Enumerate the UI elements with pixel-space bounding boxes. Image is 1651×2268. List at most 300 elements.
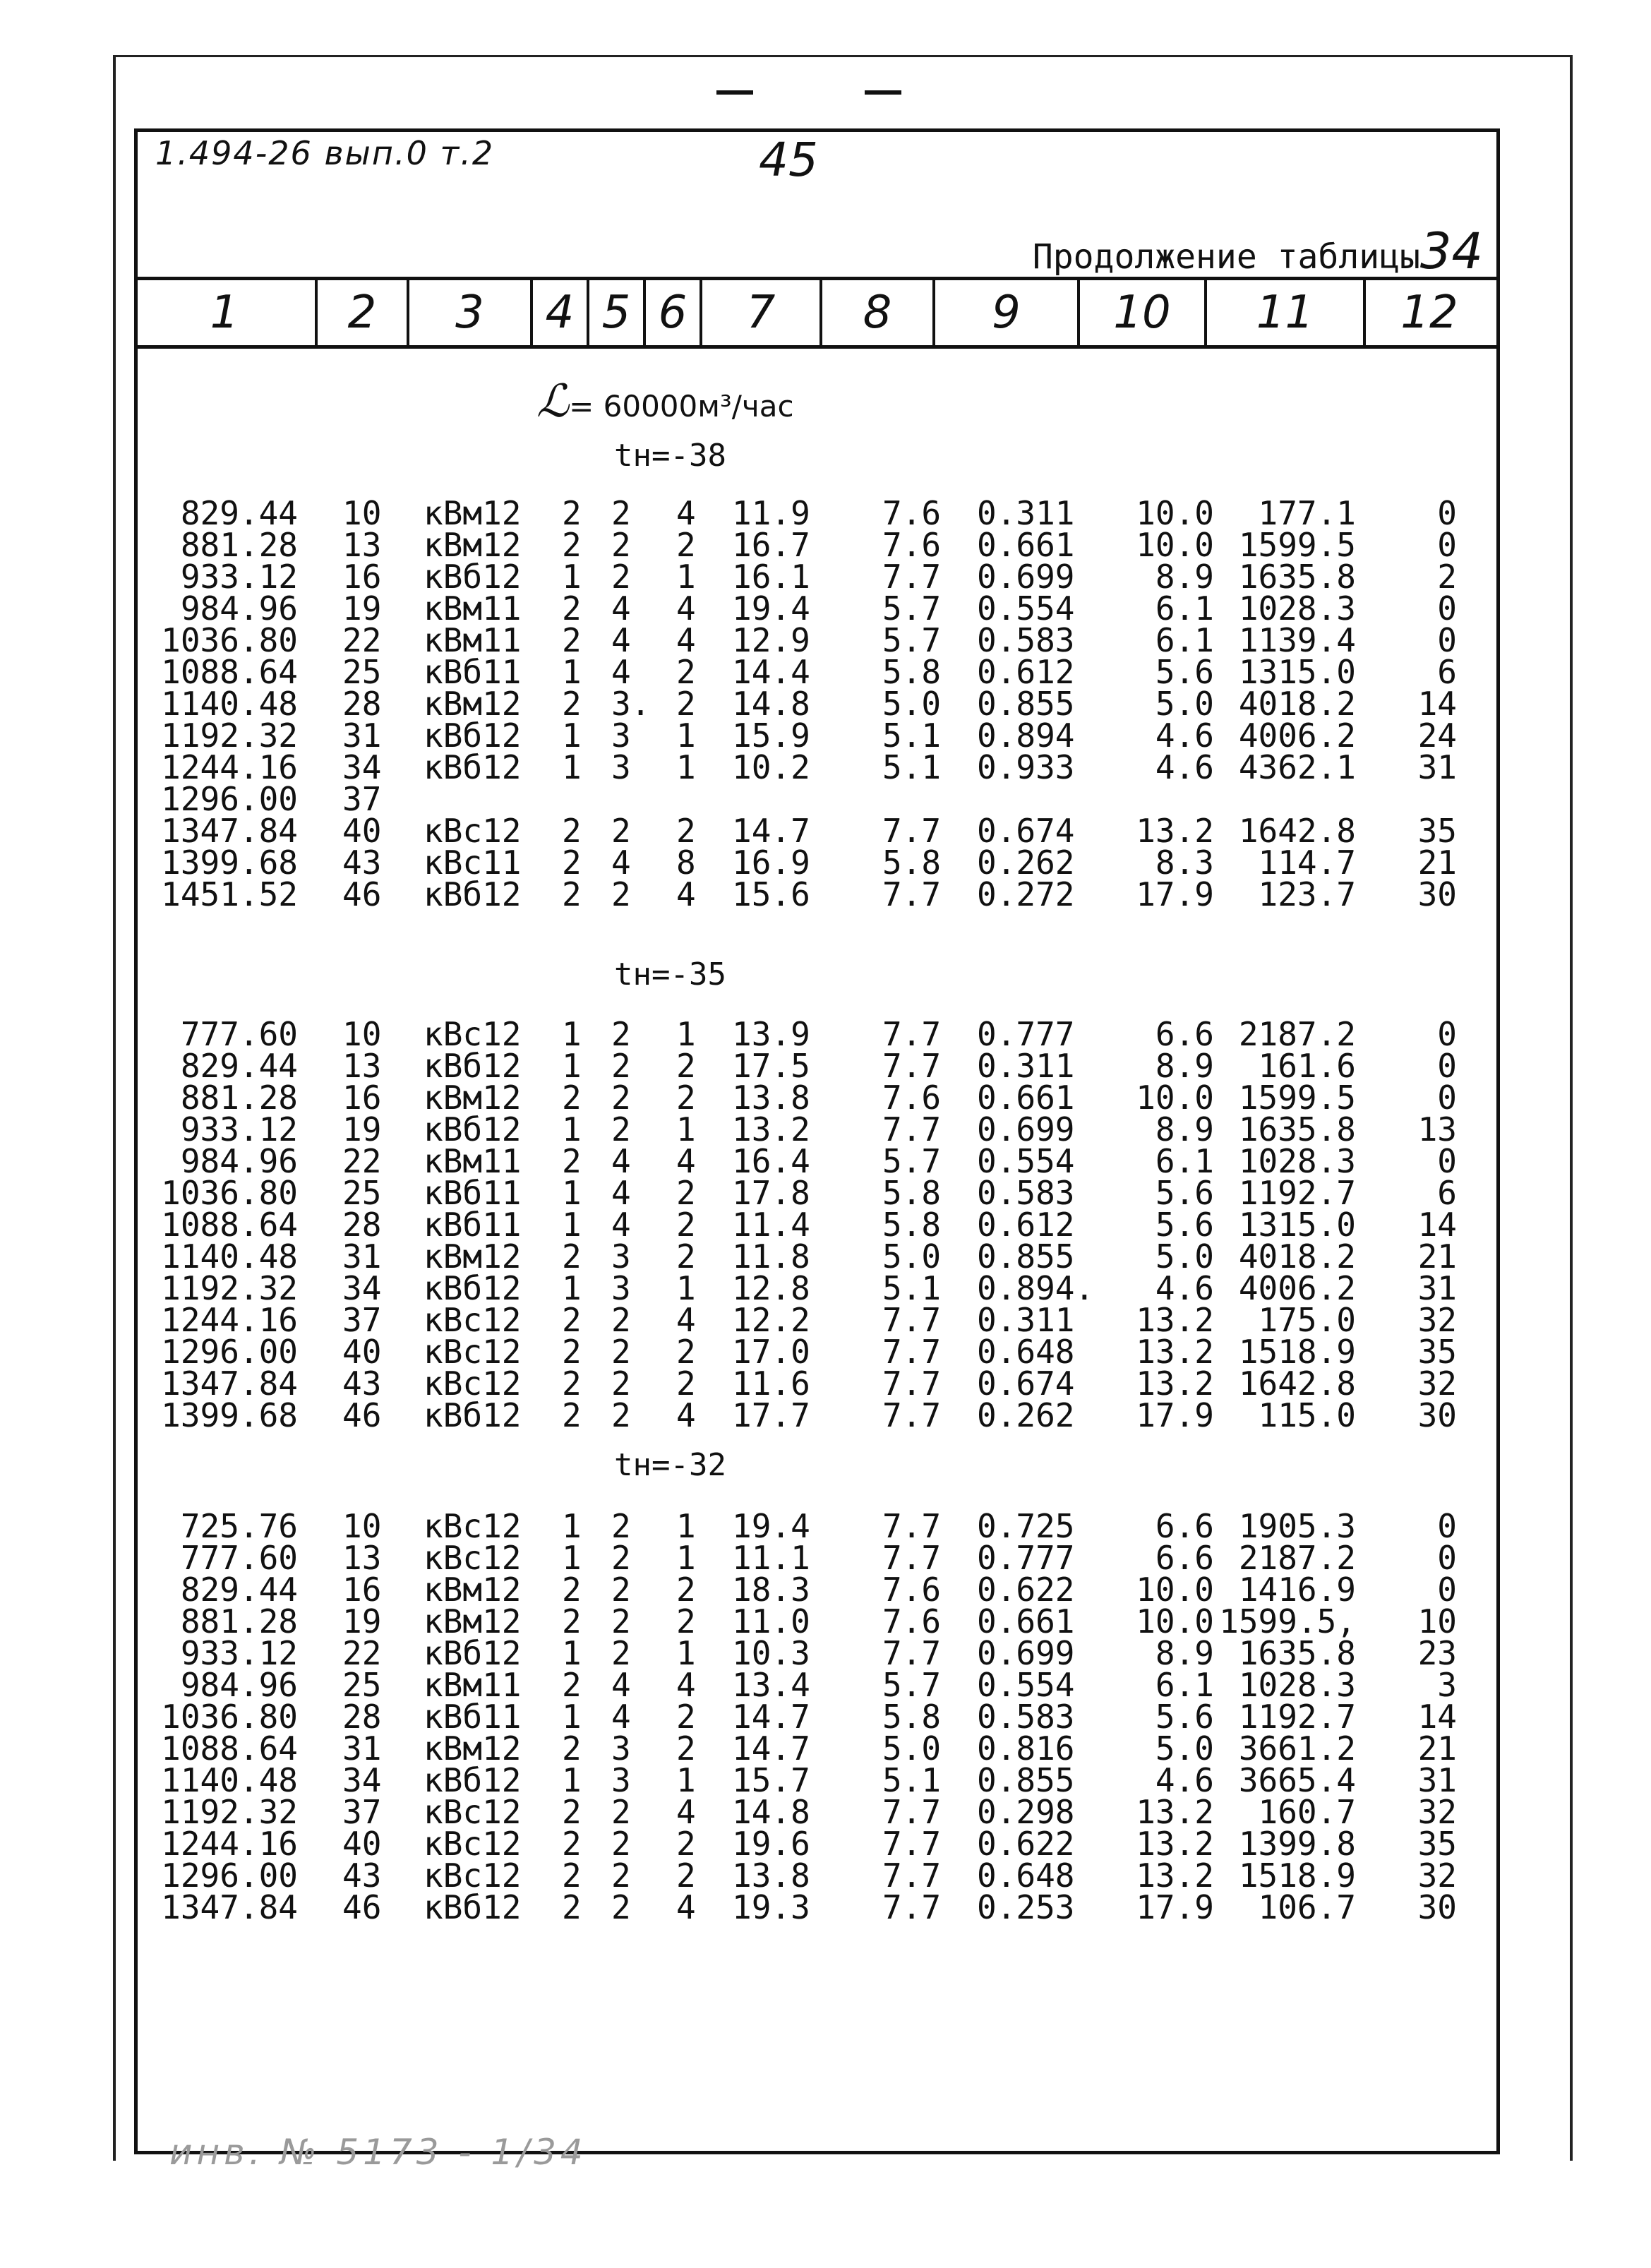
- table-cell: 2: [676, 1729, 696, 1768]
- table-cell: 0: [1437, 1142, 1457, 1180]
- table-cell: 10.0: [1136, 526, 1214, 564]
- table-cell: 4: [676, 1666, 696, 1704]
- table-cell: 2: [676, 685, 696, 723]
- table-cell: кВс12: [424, 1539, 522, 1577]
- table-cell: 7.7: [882, 1539, 942, 1577]
- table-cell: 725.76: [180, 1507, 298, 1545]
- table-cell: кВб12: [424, 558, 522, 596]
- table-cell: 1399.8: [1238, 1825, 1356, 1863]
- table-row: [0, 1364, 1651, 1403]
- table-cell: 6: [1437, 1174, 1457, 1212]
- table-cell: кВс12: [424, 1333, 522, 1371]
- table-cell: 1028.3: [1238, 1666, 1356, 1704]
- table-cell: 7.7: [882, 1333, 942, 1371]
- table-cell: 2: [611, 1571, 631, 1609]
- table-cell: 2: [611, 1301, 631, 1339]
- table-cell: 0.262: [977, 844, 1075, 882]
- table-cell: 1399.68: [161, 844, 298, 882]
- column-header: 3: [409, 280, 533, 345]
- table-cell: 2: [611, 1825, 631, 1863]
- table-row: [0, 812, 1651, 850]
- table-cell: 13: [342, 1047, 382, 1085]
- table-cell: 13: [342, 526, 382, 564]
- table-cell: 5.6: [1155, 653, 1214, 691]
- table-cell: кВб12: [424, 1047, 522, 1085]
- table-cell: 933.12: [180, 558, 298, 596]
- table-cell: кВб11: [424, 1174, 522, 1212]
- table-cell: 4018.2: [1238, 685, 1356, 723]
- table-cell: 1139.4: [1238, 621, 1356, 659]
- table-cell: 7.6: [882, 1602, 942, 1640]
- table-cell: кВс12: [424, 1793, 522, 1831]
- table-cell: 1140.48: [161, 1761, 298, 1799]
- table-cell: 8.9: [1155, 1634, 1214, 1672]
- table-cell: 13.2: [1136, 1825, 1214, 1863]
- table-cell: 0: [1437, 526, 1457, 564]
- table-cell: 1028.3: [1238, 1142, 1356, 1180]
- table-cell: 1: [562, 1761, 582, 1799]
- table-cell: 13.8: [732, 1079, 810, 1117]
- table-cell: 1244.16: [161, 748, 298, 786]
- table-cell: 1: [562, 1174, 582, 1212]
- table-cell: кВб12: [424, 1634, 522, 1672]
- table-cell: 31: [342, 1729, 382, 1768]
- table-cell: 0.583: [977, 1698, 1075, 1736]
- table-cell: 7.7: [882, 1888, 942, 1926]
- table-cell: 1: [562, 1507, 582, 1545]
- table-cell: 15.6: [732, 875, 810, 913]
- table-cell: 43: [342, 1364, 382, 1403]
- table-cell: 16.1: [732, 558, 810, 596]
- table-cell: 34: [342, 1761, 382, 1799]
- table-cell: 2: [676, 1364, 696, 1403]
- table-number: 34: [1419, 222, 1483, 280]
- table-row: [0, 1333, 1651, 1371]
- table-cell: 2: [611, 875, 631, 913]
- table-cell: 2: [611, 1793, 631, 1831]
- table-cell: 0.699: [977, 1110, 1075, 1148]
- table-cell: 4: [676, 621, 696, 659]
- table-cell: 1: [676, 558, 696, 596]
- table-cell: 13: [1417, 1110, 1457, 1148]
- column-header: 6: [646, 280, 702, 345]
- table-cell: 175.0: [1258, 1301, 1356, 1339]
- table-cell: 6.6: [1155, 1015, 1214, 1053]
- table-cell: 2: [611, 1856, 631, 1895]
- table-cell: 1635.8: [1238, 1634, 1356, 1672]
- table-cell: 0.583: [977, 1174, 1075, 1212]
- table-cell: 7.7: [882, 1507, 942, 1545]
- table-cell: 2: [1437, 558, 1457, 596]
- page-number: 45: [759, 133, 818, 187]
- table-cell: 1140.48: [161, 685, 298, 723]
- table-row: [0, 780, 1651, 818]
- table-cell: 4: [676, 1793, 696, 1831]
- table-cell: 2: [676, 812, 696, 850]
- table-cell: 2: [611, 1539, 631, 1577]
- table-cell: 7.7: [882, 558, 942, 596]
- table-cell: 7.6: [882, 494, 942, 532]
- table-cell: 2: [676, 1602, 696, 1640]
- table-cell: 35: [1417, 1333, 1457, 1371]
- table-cell: кВс11: [424, 844, 522, 882]
- table-cell: 3: [611, 1761, 631, 1799]
- table-row: [0, 844, 1651, 882]
- table-cell: 25: [342, 1174, 382, 1212]
- table-cell: 40: [342, 1825, 382, 1863]
- table-cell: 2: [562, 812, 582, 850]
- table-row: [0, 1856, 1651, 1895]
- table-cell: 17.5: [732, 1047, 810, 1085]
- table-cell: 1635.8: [1238, 558, 1356, 596]
- table-cell: 3: [611, 1729, 631, 1768]
- table-cell: 1244.16: [161, 1825, 298, 1863]
- table-cell: 10: [342, 1015, 382, 1053]
- table-cell: 0.661: [977, 526, 1075, 564]
- air-flow-heading: [536, 376, 794, 428]
- table-cell: 10.0: [1136, 1079, 1214, 1117]
- table-cell: 0.298: [977, 1793, 1075, 1831]
- table-cell: кВс12: [424, 812, 522, 850]
- table-cell: 11.6: [732, 1364, 810, 1403]
- table-cell: 1315.0: [1238, 1206, 1356, 1244]
- table-cell: 5.7: [882, 589, 942, 628]
- table-cell: 23: [1417, 1634, 1457, 1672]
- table-cell: 22: [342, 1142, 382, 1180]
- table-cell: 1: [562, 1206, 582, 1244]
- table-row: [0, 685, 1651, 723]
- table-cell: 1192.32: [161, 716, 298, 755]
- table-cell: 1244.16: [161, 1301, 298, 1339]
- table-cell: 10.2: [732, 748, 810, 786]
- flow-value: = 60000м³/час: [569, 389, 794, 424]
- table-cell: 1140.48: [161, 1237, 298, 1276]
- table-cell: 1347.84: [161, 1364, 298, 1403]
- table-cell: 160.7: [1258, 1793, 1356, 1831]
- table-cell: 1: [562, 1110, 582, 1148]
- table-cell: 0.554: [977, 1142, 1075, 1180]
- column-header: 5: [589, 280, 646, 345]
- table-cell: 21: [1417, 1729, 1457, 1768]
- column-header: 8: [822, 280, 935, 345]
- table-cell: 14.8: [732, 685, 810, 723]
- table-cell: 1: [676, 1634, 696, 1672]
- table-cell: 2: [562, 1666, 582, 1704]
- table-cell: 13.2: [1136, 1333, 1214, 1371]
- table-cell: 0: [1437, 621, 1457, 659]
- table-cell: 2: [611, 1047, 631, 1085]
- table-cell: 28: [342, 1698, 382, 1736]
- table-cell: 5.0: [1155, 1237, 1214, 1276]
- table-row: [0, 1507, 1651, 1545]
- table-cell: 4: [611, 1174, 631, 1212]
- table-cell: 17.9: [1136, 1888, 1214, 1926]
- table-row: [0, 653, 1651, 691]
- table-cell: 2: [562, 621, 582, 659]
- table-row: [0, 589, 1651, 628]
- table-cell: 22: [342, 1634, 382, 1672]
- table-cell: 14.4: [732, 653, 810, 691]
- table-cell: 7.7: [882, 1396, 942, 1434]
- table-cell: 1315.0: [1238, 653, 1356, 691]
- table-cell: 25: [342, 653, 382, 691]
- table-cell: 0.674: [977, 812, 1075, 850]
- table-row: [0, 621, 1651, 659]
- table-cell: 7.6: [882, 1079, 942, 1117]
- table-cell: 5.1: [882, 716, 942, 755]
- table-cell: 0: [1437, 589, 1457, 628]
- column-header: 4: [533, 280, 589, 345]
- table-cell: 7.7: [882, 1015, 942, 1053]
- table-cell: 11.1: [732, 1539, 810, 1577]
- table-cell: 1: [562, 1698, 582, 1736]
- table-cell: 3665.4: [1238, 1761, 1356, 1799]
- table-cell: 19: [342, 1602, 382, 1640]
- table-cell: 0.622: [977, 1571, 1075, 1609]
- table-cell: 1296.00: [161, 780, 298, 818]
- table-cell: 2: [562, 1729, 582, 1768]
- table-cell: 2: [562, 1571, 582, 1609]
- table-cell: 32: [1417, 1793, 1457, 1831]
- table-cell: 32: [1417, 1301, 1457, 1339]
- table-cell: 43: [342, 844, 382, 882]
- table-cell: 19: [342, 1110, 382, 1148]
- inventory-note: инв. № 5173 - 1/34: [169, 2132, 587, 2173]
- table-cell: 4.6: [1155, 1761, 1214, 1799]
- section-title: tн=-38: [614, 438, 726, 474]
- table-cell: 1036.80: [161, 1174, 298, 1212]
- table-row: [0, 1602, 1651, 1640]
- table-cell: 3.: [611, 685, 651, 723]
- table-cell: 5.0: [1155, 1729, 1214, 1768]
- table-cell: 1028.3: [1238, 589, 1356, 628]
- table-cell: 123.7: [1258, 875, 1356, 913]
- table-cell: 0.554: [977, 589, 1075, 628]
- column-header: 7: [702, 280, 822, 345]
- table-cell: 12.8: [732, 1269, 810, 1307]
- table-cell: 31: [1417, 1269, 1457, 1307]
- table-cell: 1: [562, 653, 582, 691]
- table-cell: 19: [342, 589, 382, 628]
- column-header: 10: [1080, 280, 1207, 345]
- table-cell: 4.6: [1155, 748, 1214, 786]
- table-cell: 7.7: [882, 1856, 942, 1895]
- table-cell: 0.612: [977, 1206, 1075, 1244]
- table-cell: 1642.8: [1238, 812, 1356, 850]
- table-cell: 4: [611, 653, 631, 691]
- table-cell: 12.2: [732, 1301, 810, 1339]
- table-cell: 19.4: [732, 1507, 810, 1545]
- table-row: [0, 1269, 1651, 1307]
- table-cell: 10: [342, 1507, 382, 1545]
- table-cell: 2187.2: [1238, 1539, 1356, 1577]
- table-cell: кВб11: [424, 1698, 522, 1736]
- table-cell: 0: [1437, 1047, 1457, 1085]
- table-cell: кВс12: [424, 1015, 522, 1053]
- column-header: 1: [134, 280, 318, 345]
- table-cell: 1: [562, 1269, 582, 1307]
- table-row: [0, 526, 1651, 564]
- table-cell: 2: [611, 1888, 631, 1926]
- table-cell: 4.6: [1155, 716, 1214, 755]
- table-cell: 7.7: [882, 1634, 942, 1672]
- table-cell: 7.7: [882, 1301, 942, 1339]
- table-cell: 13.2: [1136, 812, 1214, 850]
- table-cell: 14.8: [732, 1793, 810, 1831]
- table-cell: 4: [611, 844, 631, 882]
- table-cell: кВм12: [424, 1729, 522, 1768]
- table-cell: 11.4: [732, 1206, 810, 1244]
- table-cell: 1635.8: [1238, 1110, 1356, 1148]
- table-cell: 16: [342, 558, 382, 596]
- table-cell: 8.9: [1155, 558, 1214, 596]
- table-cell: 0.725: [977, 1507, 1075, 1545]
- table-cell: 1088.64: [161, 653, 298, 691]
- table-cell: 2: [562, 1301, 582, 1339]
- table-cell: 5.8: [882, 1174, 942, 1212]
- table-cell: 2: [611, 1396, 631, 1434]
- table-cell: кВс12: [424, 1507, 522, 1545]
- table-cell: 11.8: [732, 1237, 810, 1276]
- table-cell: 115.0: [1258, 1396, 1356, 1434]
- column-header: 12: [1400, 287, 1458, 339]
- table-cell: 8.9: [1155, 1047, 1214, 1085]
- table-cell: 4: [611, 589, 631, 628]
- table-cell: 3: [611, 716, 631, 755]
- table-cell: 30: [1417, 875, 1457, 913]
- table-cell: 1451.52: [161, 875, 298, 913]
- table-cell: 2: [676, 526, 696, 564]
- table-cell: 1: [676, 1761, 696, 1799]
- table-cell: 1: [676, 1110, 696, 1148]
- table-cell: 0.894.: [977, 1269, 1095, 1307]
- table-cell: 5.0: [882, 1729, 942, 1768]
- table-cell: 0.855: [977, 1237, 1075, 1276]
- section-rows: [0, 494, 1651, 913]
- table-cell: 0.554: [977, 1666, 1075, 1704]
- table-row: [0, 1888, 1651, 1926]
- table-cell: 4006.2: [1238, 1269, 1356, 1307]
- table-cell: 4: [676, 875, 696, 913]
- table-cell: 1: [562, 1634, 582, 1672]
- table-cell: 2: [676, 1206, 696, 1244]
- table-cell: 1: [676, 716, 696, 755]
- table-cell: 0.933: [977, 748, 1075, 786]
- section-title: tн=-35: [614, 956, 726, 992]
- table-cell: 17.8: [732, 1174, 810, 1212]
- table-cell: 2: [562, 1364, 582, 1403]
- table-continuation-label: [1033, 222, 1483, 280]
- table-cell: 177.1: [1258, 494, 1356, 532]
- table-cell: 0.648: [977, 1333, 1075, 1371]
- table-cell: 4: [611, 1142, 631, 1180]
- table-cell: 35: [1417, 812, 1457, 850]
- table-cell: 7.7: [882, 875, 942, 913]
- table-cell: 30: [1417, 1396, 1457, 1434]
- table-row: [0, 494, 1651, 532]
- table-cell: 0: [1437, 1539, 1457, 1577]
- table-cell: кВм11: [424, 1666, 522, 1704]
- table-row: [0, 748, 1651, 786]
- table-cell: 4: [676, 494, 696, 532]
- table-cell: 2: [676, 1333, 696, 1371]
- table-cell: 19.3: [732, 1888, 810, 1926]
- table-cell: 3661.2: [1238, 1729, 1356, 1768]
- top-dash: [716, 90, 753, 95]
- table-cell: 6.1: [1155, 1666, 1214, 1704]
- table-cell: кВм12: [424, 526, 522, 564]
- table-cell: 10.0: [1136, 494, 1214, 532]
- table-row: [0, 1174, 1651, 1212]
- table-cell: 2: [611, 812, 631, 850]
- table-cell: 1: [562, 716, 582, 755]
- table-cell: 2: [562, 875, 582, 913]
- table-cell: 114.7: [1258, 844, 1356, 882]
- table-cell: 28: [342, 1206, 382, 1244]
- table-cell: 1192.7: [1238, 1698, 1356, 1736]
- table-cell: 829.44: [180, 494, 298, 532]
- table-cell: 5.8: [882, 653, 942, 691]
- table-cell: кВб12: [424, 716, 522, 755]
- table-cell: 6.1: [1155, 589, 1214, 628]
- table-cell: 10: [1417, 1602, 1457, 1640]
- column-header-row: [134, 277, 1496, 349]
- table-cell: 5.0: [882, 1237, 942, 1276]
- table-cell: 984.96: [180, 589, 298, 628]
- table-cell: 2: [611, 1015, 631, 1053]
- table-cell: 17.7: [732, 1396, 810, 1434]
- table-cell: 34: [342, 748, 382, 786]
- table-cell: 1: [676, 1539, 696, 1577]
- table-cell: 5.7: [882, 1142, 942, 1180]
- table-cell: 2: [611, 526, 631, 564]
- table-cell: 0.612: [977, 653, 1075, 691]
- table-row: [0, 1793, 1651, 1831]
- table-cell: 14.7: [732, 1698, 810, 1736]
- table-cell: 2: [562, 1333, 582, 1371]
- table-cell: 1036.80: [161, 1698, 298, 1736]
- table-cell: 11.0: [732, 1602, 810, 1640]
- table-cell: 6.6: [1155, 1539, 1214, 1577]
- table-cell: 11.9: [732, 494, 810, 532]
- table-cell: 0.272: [977, 875, 1075, 913]
- table-cell: кВс12: [424, 1364, 522, 1403]
- table-cell: 17.0: [732, 1333, 810, 1371]
- table-row: [0, 1142, 1651, 1180]
- column-header: 11: [1207, 280, 1366, 345]
- table-row: [0, 1539, 1651, 1577]
- table-cell: 4362.1: [1238, 748, 1356, 786]
- table-cell: 16.4: [732, 1142, 810, 1180]
- table-cell: 2187.2: [1238, 1015, 1356, 1053]
- table-cell: 2: [562, 526, 582, 564]
- table-cell: 0.311: [977, 1301, 1075, 1339]
- table-cell: 13.9: [732, 1015, 810, 1053]
- table-cell: кВб11: [424, 653, 522, 691]
- table-row: [0, 558, 1651, 596]
- table-cell: кВб12: [424, 1888, 522, 1926]
- column-header: 9: [935, 280, 1080, 345]
- table-row: [0, 716, 1651, 755]
- table-cell: 16: [342, 1571, 382, 1609]
- table-cell: кВм12: [424, 1571, 522, 1609]
- table-cell: 14.7: [732, 1729, 810, 1768]
- table-cell: 8.9: [1155, 1110, 1214, 1148]
- table-cell: 2: [676, 1571, 696, 1609]
- table-cell: 37: [342, 1793, 382, 1831]
- table-cell: 2: [562, 1825, 582, 1863]
- table-cell: 0.661: [977, 1602, 1075, 1640]
